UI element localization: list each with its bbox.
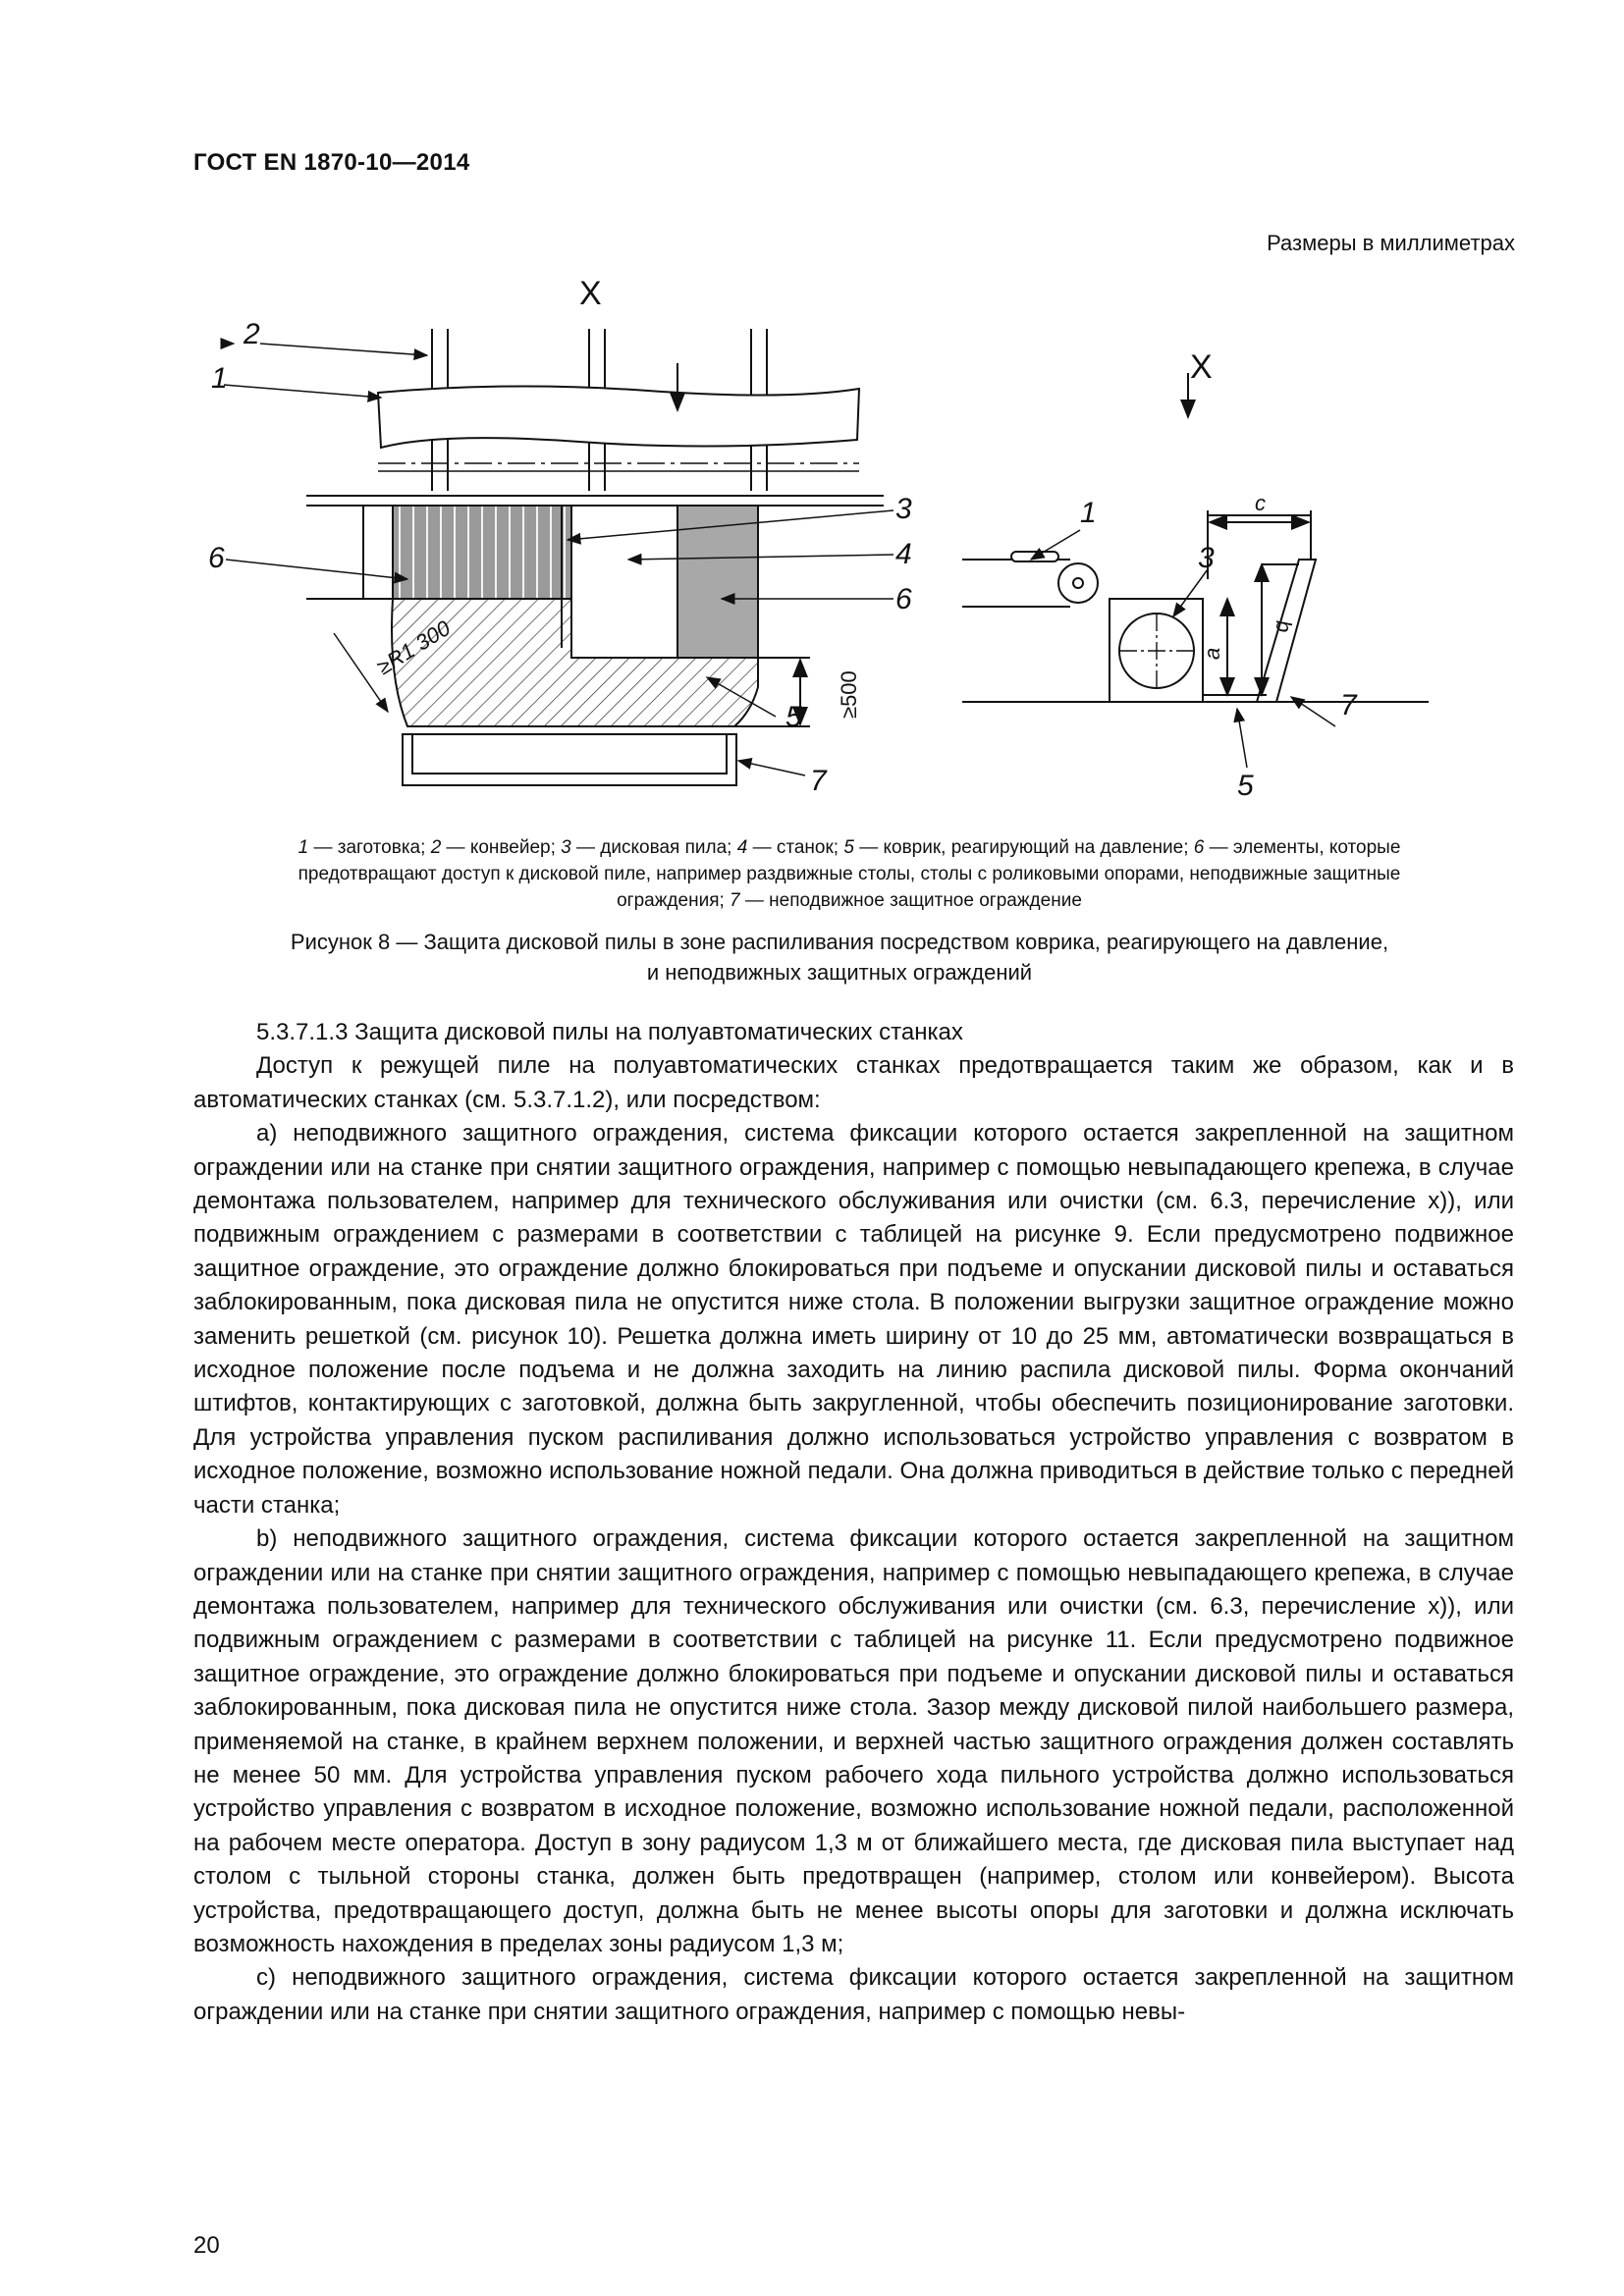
legend-num-7: 7 [730,890,740,911]
legend-num-5: 5 [843,837,854,858]
figure-8-drawing [208,265,1453,815]
legend-num-2: 2 [430,837,442,858]
x-label-side: X [1190,348,1213,386]
document-header: ГОСТ EN 1870-10—2014 [193,149,470,176]
caption-line-2: и неподвижных защитных ограждений [646,960,1033,985]
legend-text-1: — заготовка; [308,837,431,858]
dim-radius: ≥R1 300 [372,615,456,680]
body-text [193,1016,1514,2029]
paragraph-c: c) неподвижного защитного ограждения, система фиксации которого остается закрепленной на защитном ограждении или на станке при снятии защитного ограждения, например с помощью невы- [193,1964,1514,2025]
callout-4: 4 [895,538,912,570]
legend-text-5: — коврик, реагирующий на давление; [853,837,1194,858]
figure-8 [208,265,1453,815]
callout-6-left: 6 [208,542,225,574]
caption-line-1: Рисунок 8 — Защита дисковой пилы в зоне распиливания посредством коврика, реагирующего на давление, [290,930,1389,954]
callout-1: 1 [211,362,228,395]
side-view [962,373,1429,702]
paragraph-a: a) неподвижного защитного ограждения, система фиксации которого остается закрепленной на защитном ограждении или на станке при снятии защитного ограждения, например с помощью невыпадающего крепежа, в случае демонтажа пользователем, например для технического обслуживания или очистки (см. 6.3, перечисление x)), или подвижным ограждением с размерами в соответствии с таблицей на рисунке 9. Если предусмотрено подвижное защитное ограждение, это ограждение должно блокироваться при подъеме и опускании дисковой пилы и оставаться заблокированным, пока дисковая пила не опустится ниже стола. В положении выгрузки защитное ограждение можно заменить решеткой (см. рисунок 10). Решетка должна иметь ширину от 10 до 25 мм, автоматически возвращаться в исходное положение после подъема и не должна заходить на линию распила дисковой пилы. Форма окончаний штифтов, контактирующих с заготовкой, должна быть закругленной, чтобы обеспечить позиционирование заготовки. Для устройства управления пуском распиливания должно использоваться устройство управления с возвратом в исходное положение, возможно использование ножной педали. Она должна приводиться в действие только с передней части станка; [193,1120,1514,1519]
legend-num-3: 3 [561,837,571,858]
legend-text-6: — элементы, которые предотвращают доступ к дисковой пиле, например раздвижные столы, столы с роликовыми опорами, неподвижные защитные ограждения; [298,837,1401,911]
callout-2: 2 [244,318,260,350]
callout-6-right: 6 [895,583,912,615]
dim-b: b [1272,620,1296,633]
legend-text-2: — конвейер; [441,837,562,858]
callout-3: 3 [895,493,912,525]
dim-a: a [1200,647,1224,660]
units-note: Размеры в миллиметрах [1267,231,1515,255]
paragraph-b: b) неподвижного защитного ограждения, система фиксации которого остается закрепленной на защитном ограждении или на станке при снятии защитного ограждения, например с помощью невыпадающего крепежа, в случае демонтажа пользователем, например для технического обслуживания или очистки (см. 6.3, перечисление x)), или подвижным ограждением с размерами в соответствии с таблицей на рисунке 11. Если предусмотрено подвижное защитное ограждение, это ограждение должно блокироваться при подъеме и опускании дисковой пилы и оставаться заблокированным, пока дисковая пила не опустится ниже стола. Зазор между дисковой пилой наибольшего размера, применяемой на станке, в крайнем верхнем положении, и верхней частью защитного ограждения должен составлять не менее 50 мм. Для устройства управления пуском рабочего хода пильного устройства должно использоваться устройство управления с возвратом в исходное положение, возможно использование ножной педали, расположенной на рабочем месте оператора. Доступ в зону радиусом 1,3 м от ближайшего места, где дисковая пила выступает над столом с тыльной стороны станка, должен быть предотвращен (например, столом или конвейером). Высота устройства, предотвращающего доступ, должна быть не менее высоты опоры для заготовки и должна исключать возможность нахождения в пределах зоны радиусом 1,3 м; [193,1525,1514,1957]
x-label-main: X [579,275,602,312]
figure-legend [260,834,1438,914]
legend-num-4: 4 [736,837,748,858]
callout-5: 5 [785,701,802,733]
page-number: 20 [193,2232,220,2259]
element-6-left [393,506,571,599]
side-callout-7: 7 [1340,689,1357,721]
callout-7: 7 [810,765,827,797]
paragraph-intro: Доступ к режущей пиле на полуавтоматических станках предотвращается таким же образом, как и в автоматических станках (см. 5.3.7.1.2), или посредством: [193,1052,1514,1113]
legend-num-1: 1 [298,837,309,858]
legend-text-3: — дисковая пила; [570,837,737,858]
legend-text-4: — станок; [747,837,844,858]
dim-c: c [1255,491,1266,515]
legend-num-6: 6 [1193,837,1205,858]
side-callout-5: 5 [1237,770,1254,802]
side-callout-3: 3 [1198,542,1215,574]
dim-height: ≥500 [837,670,861,719]
figure-caption [216,927,1463,988]
side-callout-1: 1 [1080,497,1097,529]
legend-text-7: — неподвижное защитное ограждение [739,890,1082,911]
section-heading: 5.3.7.1.3 Защита дисковой пилы на полуавтоматических станках [256,1019,963,1045]
